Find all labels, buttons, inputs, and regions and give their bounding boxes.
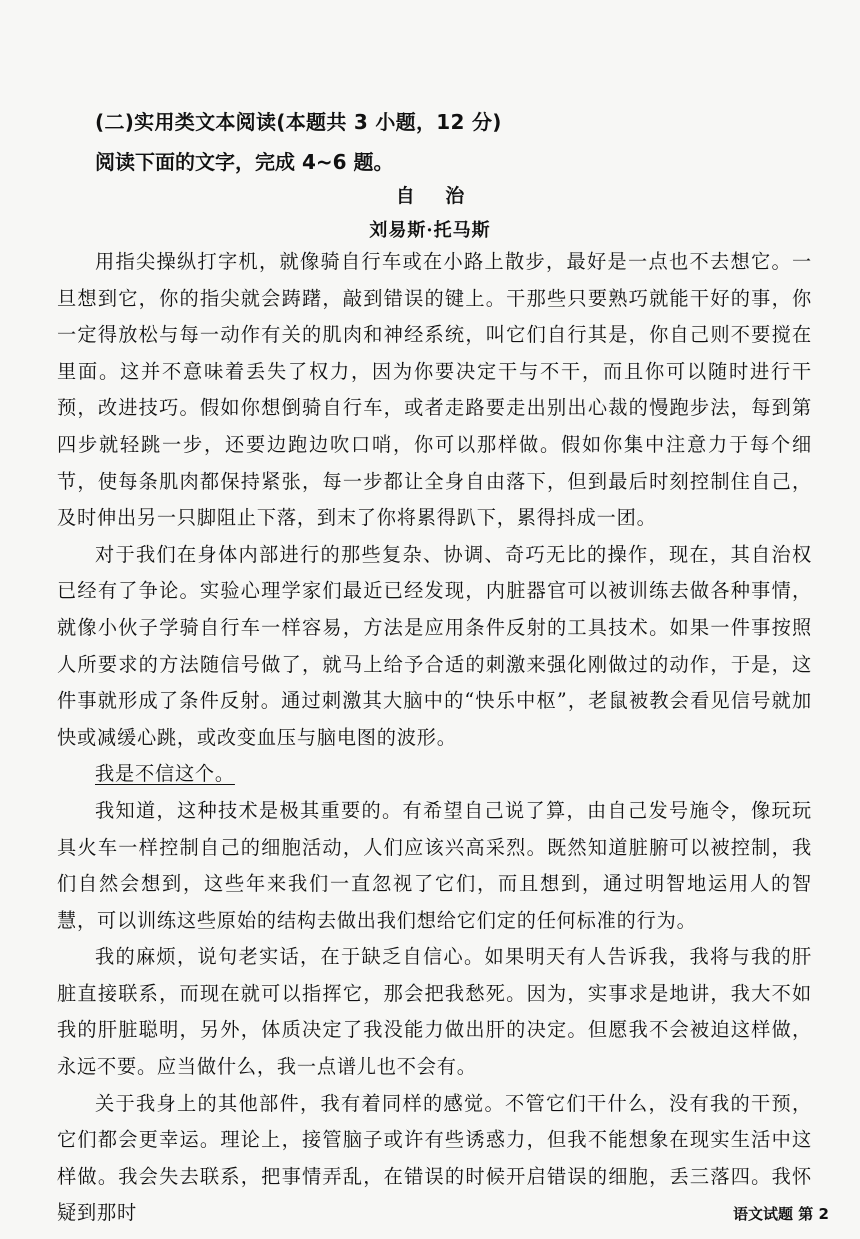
paragraph-1: 用指尖操纵打字机，就像骑自行车或在小路上散步，最好是一点也不去想它。一旦想到它，你的指尖就会踌躇，敲到错误的键上。干那些只要熟巧就能干好的事，你一定得放松与每一动作有关的肌肉和神经系统，叫它们自行其是，你自己则不要搅在里面。这并不意味着丢失了权力，因为你要决定干与不干，而且你可以随时进行干预，改进技巧。假如你想倒骑自行车，或者走路要走出别出心裁的慢跑步法，每到第四步就轻跳一步，还要边跑边吹口哨，你可以那样做。假如你集中注意力于每个细节，使每条肌肉都保持紧张，每一步都让全身自由落下，但到最后时刻控制住自己，及时伸出另一只脚阻止下落，到末了你将累得趴下，累得抖成一团。 bbox=[57, 250, 812, 530]
article-body bbox=[57, 244, 812, 1232]
article-title: 自 治 bbox=[395, 185, 477, 207]
section-header: (二)实用类文本阅读(本题共 3 小题，12 分) bbox=[95, 110, 502, 134]
paragraph-4: 我知道，这种技术是极其重要的。有希望自己说了算，由自己发号施令，像玩玩具火车一样控制自己的细胞活动，人们应该兴高采烈。既然知道脏腑可以被控制，我们自然会想到，这些年来我们一直忽视了它们，而且想到，通过明智地运用人的智慧，可以训练这些原始的结构去做出我们想给它们定的任何标准的行为。 bbox=[57, 798, 812, 932]
paragraph-3 bbox=[57, 756, 812, 793]
paragraph-6: 关于我身上的其他部件，我有着同样的感觉。不管它们干什么，没有我的干预，它们都会更幸运。理论上，接管脑子或许有些诱惑力，但我不能想象在现实生活中这样做。我会失去联系，把事情弄乱，在错误的时候开启错误的细胞，丢三落四。我怀疑到那时 bbox=[57, 1091, 812, 1225]
article-author: 刘易斯·托马斯 bbox=[369, 220, 491, 241]
paragraph-2: 对于我们在身体内部进行的那些复杂、协调、奇巧无比的操作，现在，其自治权已经有了争论。实验心理学家们最近已经发现，内脏器官可以被训练去做各种事情，就像小伙子学骑自行车一样容易，方法是应用条件反射的工具技术。如果一件事按照人所要求的方法随信号做了，就马上给予合适的刺激来强化刚做过的动作，于是，这件事就形成了条件反射。通过刺激其大脑中的“快乐中枢”，老鼠被教会看见信号就加快或减缓心跳，或改变血压与脑电图的波形。 bbox=[57, 542, 812, 749]
reading-instruction: 阅读下面的文字，完成 4~6 题。 bbox=[95, 150, 394, 174]
page-footer: 语文试题 第 2 bbox=[733, 1205, 829, 1223]
underlined-sentence: 我是不信这个。 bbox=[95, 762, 235, 786]
paragraph-5: 我的麻烦，说句老实话，在于缺乏自信心。如果明天有人告诉我，我将与我的肝脏直接联系，而现在就可以指挥它，那会把我愁死。因为，实事求是地讲，我大不如我的肝脏聪明，另外，体质决定了我没能力做出肝的决定。但愿我不会被迫这样做，永远不要。应当做什么，我一点谱儿也不会有。 bbox=[57, 945, 812, 1079]
